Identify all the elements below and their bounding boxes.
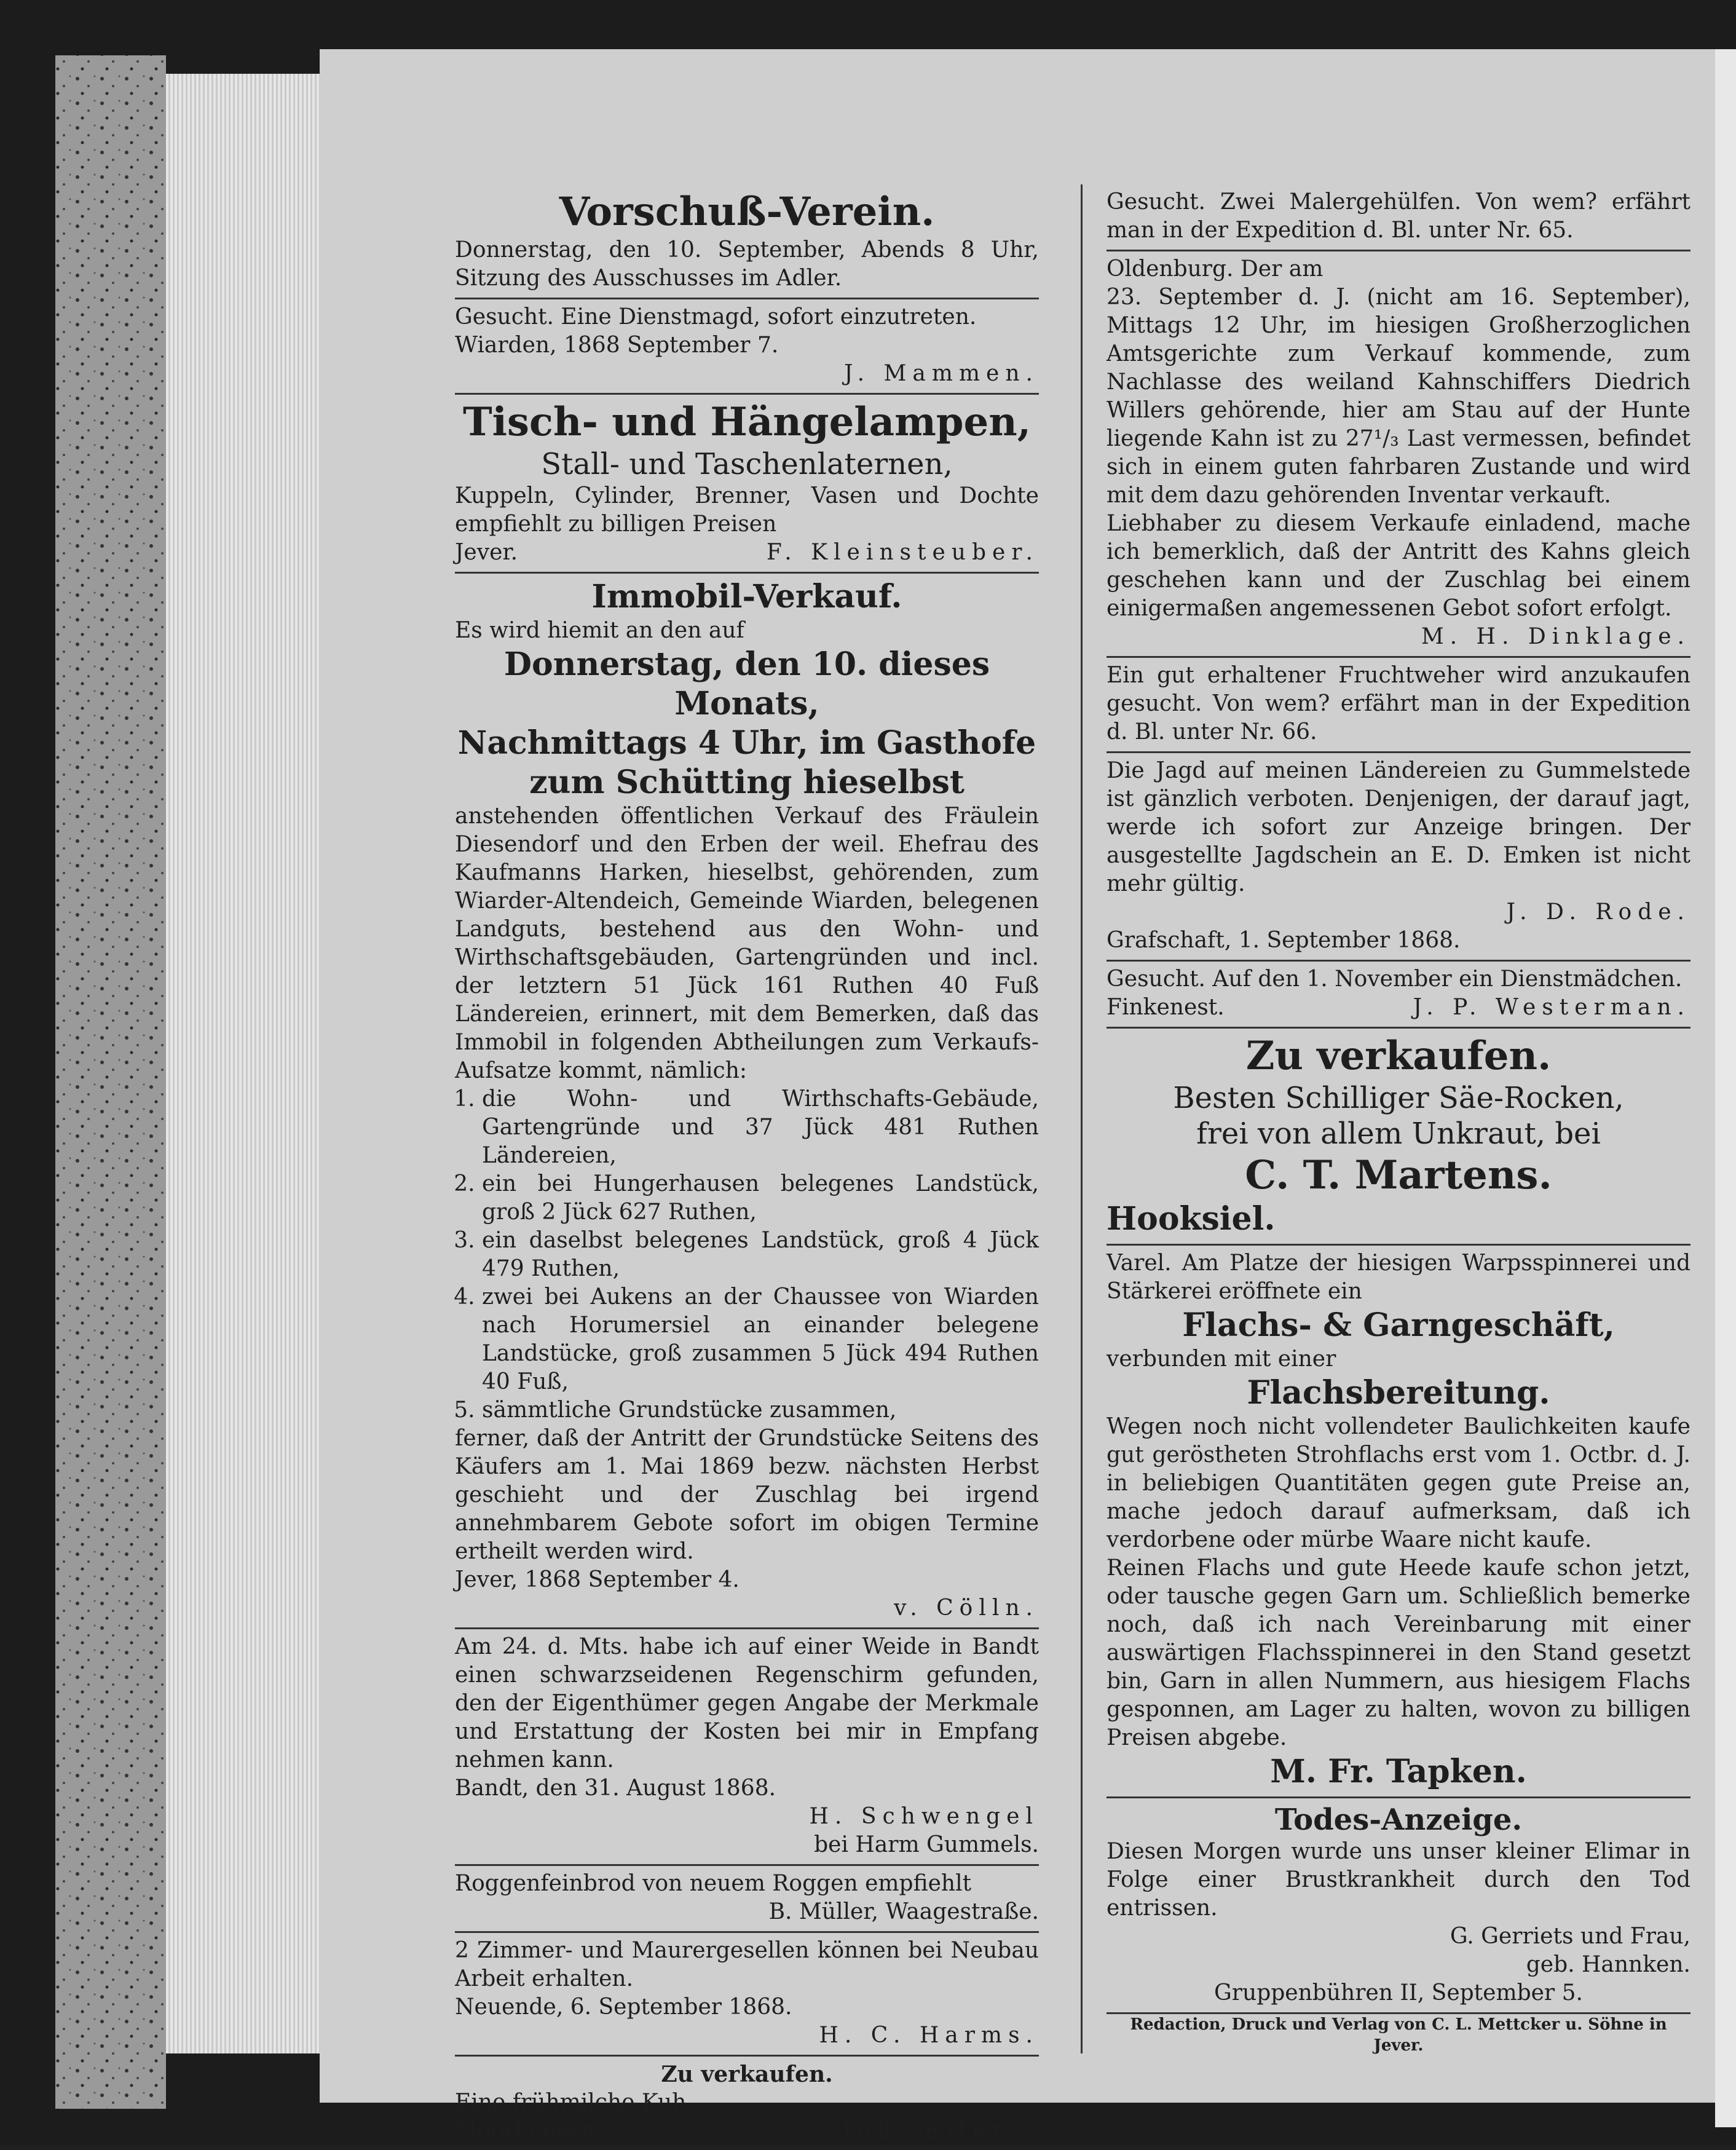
ad-title: Tisch- und Hängelampen, [462,399,1032,445]
ad-signature: J. Mammen. [843,361,1039,386]
ad-immobil-verkauf [455,574,1039,1629]
ad-intro: Es wird hiemit an den auf [455,618,744,643]
ad-signature-line: geb. Hannken. [1526,1952,1691,1977]
ad-text: Donnerstag, den 10. September, Abends 8 Uhr, Sitzung des Ausschusses im Adler. [455,237,1039,291]
ad-saerocken [1107,1029,1691,1246]
ad-subtitle: Stall- und Taschenlaternen, [541,447,953,481]
ad-place: Gruppenbühren II, September 5. [1214,1980,1583,2006]
ad-title: Zu verkaufen. [661,2061,833,2087]
ad-text: Gesucht. Zwei Malergehülfen. Von wem? erfährt man in der Expedition d. Bl. unter Nr. 65. [1107,189,1691,243]
ad-signature: B. Müller, Waagestraße. [768,1899,1039,1924]
ad-place: Moorhausen. [455,2118,602,2143]
right-column [1107,184,1691,2056]
page-stack-edge [166,74,320,2053]
ad-vorschuss-verein [455,184,1039,299]
ad-text: Wegen noch nicht vollendeter Baulichkeiten kaufe gut geröstheten Strohflachs erst vom 1. Octbr. d. J. in beliebigen Quantitäten gegen gute Preise an, mache jedoch darauf aufmerksam, daß ich verdorbene oder mürbe Waare nicht kaufe. [1107,1414,1691,1552]
ad-signature: G. Gerriets und Frau, [1450,1924,1691,1949]
ad-date-line: Nachmittags 4 Uhr, im Gasthofe [457,724,1036,762]
ad-footer [455,539,1039,567]
ad-signature: F. Kleinsteuber. [766,540,1039,565]
ad-title: Todes-Anzeige. [1274,1803,1523,1837]
ad-kahn-verkauf [1107,251,1691,658]
ad-signature: M. H. Dinklage. [1421,624,1691,649]
ad-place: Finkenest. [1107,995,1225,1020]
ad-place: Jever. [455,540,518,565]
ad-footer [455,2117,1039,2145]
ad-text: Ein gut erhaltener Fruchtweher wird anzukaufen gesucht. Von wem? erfährt man in der Expedition d. Bl. unter Nr. 66. [1107,663,1691,745]
ad-jagd [1107,753,1691,962]
ad-line: frei von allem Unkraut, bei [1196,1116,1601,1151]
ad-signature: M. Fr. Tapken. [1270,1753,1527,1790]
ad-footer [1107,994,1691,1022]
ad-text: Reinen Flachs und gute Heede kaufe schon jetzt, oder tausche gegen Garn um. Schließlich bemerke noch, daß ich nach Vereinbarung mit einer auswärtigen Flachsspinnerei in den Stand gesetzt bin, Garn in allen Nummern, aus hiesigem Flachs gesponnen, am Lager zu halten, wovon zu billigen Preisen abgebe. [1107,1555,1691,1750]
column-divider [1081,184,1083,2053]
ad-title: Immobil-Verkauf. [591,578,902,615]
ad-fruchtweher [1107,658,1691,753]
list-item: 3. ein daselbst belegenes Landstück, groß 4 Jück 479 Ruthen, [482,1227,1039,1283]
ad-title: Flachs- & Garngeschäft, [1182,1306,1615,1344]
ad-signature: v. Cölln. [894,1595,1039,1621]
ad-merchant-name: C. T. Martens. [1245,1152,1552,1198]
ad-gesellen [455,1933,1039,2057]
ad-intro: Varel. Am Platze der hiesigen Warpsspinnerei und Stärkerei eröffnete ein [1107,1251,1691,1304]
ad-todes-anzeige [1107,1798,1691,2014]
ad-date-line: zum Schütting hieselbst [529,764,965,801]
ad-text: 2 Zimmer- und Maurergesellen können bei Neubau Arbeit erhalten. [455,1938,1039,1991]
ad-signature: H. Schwengel [809,1804,1039,1829]
ad-text: Kuppeln, Cylinder, Brenner, Vasen und Dochte empfiehlt zu billigen Preisen [455,483,1039,537]
ad-title: Vorschuß-Verein. [559,189,935,235]
ad-signature: Joh. Eilers. [842,2118,1039,2143]
ad-dienstmaedchen [1107,962,1691,1029]
ad-place: Wiarden, 1868 September 7. [455,333,779,358]
ad-place: Hooksiel. [1107,1200,1276,1238]
ad-place: Neuende, 6. September 1868. [455,1994,792,2020]
ad-dienstmagd [455,299,1039,395]
ad-body: anstehenden öffentlichen Verkauf des Fräulein Diesendorf und den Erben der weil. Ehefrau des Kaufmanns Harken, hieselbst, gehörenden, zum Wiarder-Altendeich, Gemeinde Wiarden, belegenen Landguts, bestehend aus den Wohn- und Wirthschaftsgebäuden, Gartengründen und incl. der letztern 51 Jück 161 Ruthen 40 Fuß Ländereien, erinnert, mit dem Bemerken, daß das Immobil in folgenden Abtheilungen zum Verkaufs-Aufsatze kommt, nämlich: [455,804,1039,1083]
ad-text: 23. September d. J. (nicht am 16. September), Mittags 12 Uhr, im hiesigen Großherzoglichen Amtsgerichte zum Verkauf kommende, zum Nachlasse des weiland Kahnschiffers Diedrich Willers gehörende, hier am Stau auf der Hunte liegende Kahn ist zu 27¹/₃ Last vermessen, befindet sich in einem guten fahrbaren Zustande und wird mit dem dazu gehörenden Inventar verkauft. [1107,285,1691,508]
list-item: 2. ein bei Hungerhausen belegenes Landstück, groß 2 Jück 627 Ruthen, [482,1170,1039,1227]
impressum: Redaction, Druck und Verlag von C. L. Mettcker u. Söhne in Jever. [1130,2015,1667,2055]
list-item: 1. die Wohn- und Wirthschafts-Gebäude, Gartengründe und 37 Jück 481 Ruthen Ländereien, [482,1085,1039,1170]
ad-tail: ferner, daß der Antritt der Grundstücke Seitens des Käufers am 1. Mai 1869 bezw. nächsten Herbst geschieht und der Zuschlag bei irgend annehmbarem Gebote sofort im obigen Termine ertheilt werden wird. [455,1426,1039,1564]
ad-kuh [455,2057,1039,2150]
ad-signature: H. C. Harms. [819,2023,1039,2048]
ad-signature-line: bei Harm Gummels. [814,1832,1039,1857]
ad-text: Liebhaber zu diesem Verkaufe einladend, mache ich bemerklich, daß der Antritt des Kahns gleich geschehen kann und der Zuschlag bei einem einigermaßen angemessenen Gebot sofort erfolgt. [1107,511,1691,621]
ad-line: Besten Schilliger Säe-Rocken, [1173,1081,1624,1115]
ad-text: verbunden mit einer [1107,1346,1336,1372]
ad-text: Roggenfeinbrod von neuem Roggen empfiehlt [455,1871,972,1896]
ad-item-list [455,1085,1039,1425]
ad-place: Grafschaft, 1. September 1868. [1107,928,1461,953]
ad-text: Oldenburg. Der am [1107,256,1324,282]
ad-text: Die Jagd auf meinen Ländereien zu Gummelstede ist gänzlich verboten. Denjenigen, der darauf jagt, werde ich sofort zur Anzeige bringen. Der ausgestellte Jagdschein an E. D. Emken ist nicht mehr gültig. [1107,758,1691,896]
ad-malergehuelfen [1107,184,1691,251]
ad-signature: J. D. Rode. [1506,899,1691,925]
ad-date-line: Donnerstag, den 10. dieses Monats, [503,646,990,722]
ad-regenschirm [455,1629,1039,1866]
ad-title-secondary: Flachsbereitung. [1247,1374,1550,1412]
ad-text: Eine frühmilche Kuh. [455,2090,693,2115]
ad-flachs [1107,1246,1691,1798]
left-column [455,184,1039,2150]
ad-title: Zu verkaufen. [1245,1033,1552,1079]
ad-signature: J. P. Westerman. [1413,995,1691,1020]
ad-text: Gesucht. Eine Dienstmagd, sofort einzutreten. [455,304,977,330]
ad-place: Jever, 1868 September 4. [455,1567,740,1592]
ad-text: Diesen Morgen wurde uns unser kleiner Elimar in Folge einer Brustkrankheit durch den Tod entrissen. [1107,1839,1691,1921]
ad-roggenbrod [455,1866,1039,1933]
ad-place: Bandt, den 31. August 1868. [455,1776,776,1801]
ad-lampen [455,395,1039,574]
ad-text: Gesucht. Auf den 1. November ein Dienstmädchen. [1107,966,1683,992]
list-item: 5. sämmtliche Grundstücke zusammen, [482,1396,1039,1425]
ad-text: Am 24. d. Mts. habe ich auf einer Weide in Bandt einen schwarzseidenen Regenschirm gefunden, den der Eigenthümer gegen Angabe der Merkmale und Erstattung der Kosten bei mir in Empfang nehmen kann. [455,1634,1039,1773]
list-item: 4. zwei bei Aukens an der Chaussee von Wiarden nach Horumersiel an einander belegene Landstücke, groß zusammen 5 Jück 494 Ruthen 40 Fuß, [482,1283,1039,1396]
